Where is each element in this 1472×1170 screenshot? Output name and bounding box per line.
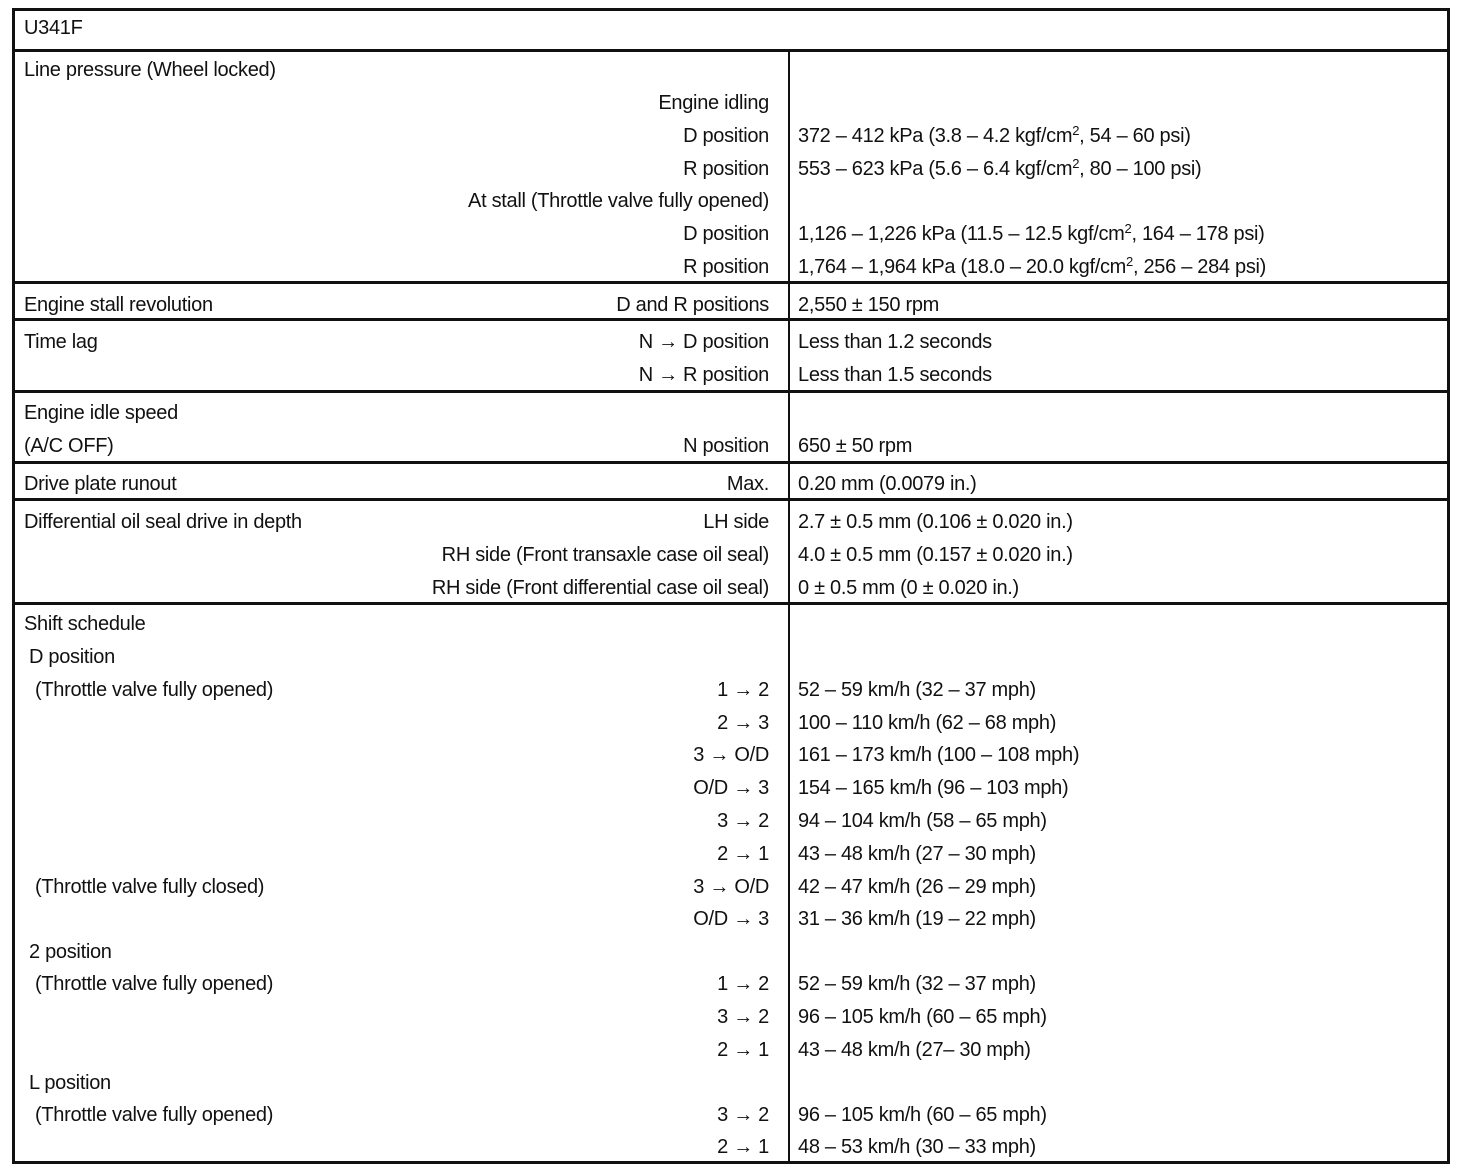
stall-d-value-tail: , 164 – 178 psi)	[1131, 223, 1265, 245]
idle-r-value-main: 553 – 623 kPa (5.6 – 6.4 kgf/cm	[798, 158, 1073, 180]
shift-2-open-row-2	[15, 1005, 1447, 1029]
table-title: U341F	[24, 17, 83, 39]
at-stall-row	[15, 189, 1447, 213]
shift-label: 3 → O/D	[693, 744, 769, 766]
section-divider	[15, 498, 1447, 501]
drive-plate-value: 0.20 mm (0.0079 in.)	[798, 473, 977, 495]
idle-speed-label: Engine idle speed	[24, 402, 178, 424]
shift-speed-value: 96 – 105 km/h (60 – 65 mph)	[798, 1006, 1047, 1028]
stall-revolution-value: 2,550 ± 150 rpm	[798, 294, 940, 316]
time-lag-n-r-row	[15, 363, 1447, 387]
oil-seal-lh-value: 2.7 ± 0.5 mm (0.106 ± 0.020 in.)	[798, 511, 1073, 533]
stall-d-position-value	[798, 222, 1265, 246]
shift-schedule-label: Shift schedule	[24, 613, 146, 635]
stall-r-position-label: R position	[683, 256, 769, 278]
stall-r-position-row	[15, 255, 1447, 279]
shift-d-open-row-2	[15, 711, 1447, 735]
section-divider	[15, 318, 1447, 321]
shift-label: 3 → 2	[717, 1104, 769, 1126]
idle-d-position-row	[15, 124, 1447, 148]
shift-label: 1 → 2	[717, 679, 769, 701]
shift-label: 1 → 2	[717, 973, 769, 995]
oil-seal-rh-differential-label: RH side (Front differential case oil seal)	[431, 577, 769, 599]
oil-seal-rh-transaxle-label: RH side (Front transaxle case oil seal)	[441, 544, 769, 566]
shift-speed-value: 94 – 104 km/h (58 – 65 mph)	[798, 810, 1047, 832]
shift-speed-value: 31 – 36 km/h (19 – 22 mph)	[798, 908, 1036, 930]
shift-2-position-label: 2 position	[29, 941, 112, 963]
shift-2-open-label: (Throttle valve fully opened)	[35, 973, 274, 995]
stall-r-value-tail: , 256 – 284 psi)	[1132, 256, 1267, 278]
shift-speed-value: 52 – 59 km/h (32 – 37 mph)	[798, 973, 1036, 995]
shift-2-open-row-3	[15, 1038, 1447, 1062]
idle-speed-value: 650 ± 50 rpm	[798, 435, 913, 457]
idle-d-value-tail: , 54 – 60 psi)	[1079, 125, 1191, 147]
shift-l-open-row-2	[15, 1135, 1447, 1159]
superscript: 2	[1072, 123, 1080, 138]
shift-speed-value: 43 – 48 km/h (27– 30 mph)	[798, 1039, 1031, 1061]
shift-speed-value: 161 – 173 km/h (100 – 108 mph)	[798, 744, 1080, 766]
oil-seal-rh-differential-value: 0 ± 0.5 mm (0 ± 0.020 in.)	[798, 577, 1019, 599]
drive-plate-label: Drive plate runout	[24, 473, 177, 495]
engine-idling-label: Engine idling	[658, 92, 769, 114]
shift-d-open-row-1	[15, 678, 1447, 702]
idle-r-position-row	[15, 157, 1447, 181]
shift-speed-value: 52 – 59 km/h (32 – 37 mph)	[798, 679, 1036, 701]
stall-revolution-row	[15, 293, 1447, 317]
shift-label: O/D → 3	[693, 777, 769, 799]
shift-d-open-label: (Throttle valve fully opened)	[35, 679, 274, 701]
shift-label: O/D → 3	[693, 908, 769, 930]
shift-speed-value: 100 – 110 km/h (62 – 68 mph)	[798, 712, 1057, 734]
shift-l-open-label: (Throttle valve fully opened)	[35, 1104, 274, 1126]
oil-seal-row	[15, 510, 1447, 534]
stall-d-position-label: D position	[683, 223, 769, 245]
oil-seal-lh-label: LH side	[703, 511, 769, 533]
idle-d-position-label: D position	[683, 125, 769, 147]
stall-revolution-condition: D and R positions	[616, 294, 769, 316]
stall-d-position-row	[15, 222, 1447, 246]
shift-d-open-row-5	[15, 809, 1447, 833]
shift-label: 3 → O/D	[693, 876, 769, 898]
stall-revolution-label: Engine stall revolution	[24, 294, 213, 316]
oil-seal-label: Differential oil seal drive in depth	[24, 511, 302, 533]
shift-d-open-row-3	[15, 743, 1447, 767]
shift-d-closed-row-2	[15, 907, 1447, 931]
line-pressure-label: Line pressure (Wheel locked)	[24, 59, 276, 81]
shift-label: 3 → 2	[717, 1006, 769, 1028]
idle-speed-condition: N position	[683, 435, 769, 457]
shift-2-position-row	[15, 940, 1447, 964]
shift-d-position-row	[15, 645, 1447, 669]
section-divider	[15, 602, 1447, 605]
spec-table	[12, 8, 1450, 1164]
idle-speed-ac-row	[15, 434, 1447, 458]
drive-plate-row	[15, 472, 1447, 496]
idle-d-position-value	[798, 124, 1191, 148]
oil-seal-rh-transaxle-value: 4.0 ± 0.5 mm (0.157 ± 0.020 in.)	[798, 544, 1073, 566]
line-pressure-row	[15, 58, 1447, 82]
idle-r-value-tail: , 80 – 100 psi)	[1079, 158, 1202, 180]
section-divider	[15, 390, 1447, 393]
table-title-row	[15, 11, 1447, 52]
engine-idling-row	[15, 91, 1447, 115]
oil-seal-rh-transaxle-row	[15, 543, 1447, 567]
time-lag-label: Time lag	[24, 331, 98, 353]
shift-d-open-row-6	[15, 842, 1447, 866]
shift-label: 2 → 3	[717, 712, 769, 734]
shift-speed-value: 154 – 165 km/h (96 – 103 mph)	[798, 777, 1069, 799]
drive-plate-condition: Max.	[726, 473, 769, 495]
stall-r-position-value	[798, 255, 1266, 279]
shift-label: 3 → 2	[717, 810, 769, 832]
shift-label: 2 → 1	[717, 1039, 769, 1061]
shift-l-position-label: L position	[29, 1072, 111, 1094]
stall-r-value-main: 1,764 – 1,964 kPa (18.0 – 20.0 kgf/cm	[798, 256, 1127, 278]
idle-d-value-main: 372 – 412 kPa (3.8 – 4.2 kgf/cm	[798, 125, 1073, 147]
time-lag-n-r-value: Less than 1.5 seconds	[798, 364, 992, 386]
shift-speed-value: 96 – 105 km/h (60 – 65 mph)	[798, 1104, 1047, 1126]
superscript: 2	[1072, 156, 1080, 171]
shift-speed-value: 43 – 48 km/h (27 – 30 mph)	[798, 843, 1036, 865]
oil-seal-rh-differential-row	[15, 576, 1447, 600]
idle-r-position-value	[798, 157, 1201, 181]
section-divider	[15, 461, 1447, 464]
shift-schedule-row	[15, 612, 1447, 636]
shift-d-open-row-4	[15, 776, 1447, 800]
shift-d-closed-label: (Throttle valve fully closed)	[35, 876, 265, 898]
shift-speed-value: 42 – 47 km/h (26 – 29 mph)	[798, 876, 1036, 898]
time-lag-n-d-label: N → D position	[638, 331, 769, 353]
superscript: 2	[1126, 254, 1133, 269]
shift-l-position-row	[15, 1071, 1447, 1095]
at-stall-label: At stall (Throttle valve fully opened)	[468, 190, 769, 212]
time-lag-n-d-value: Less than 1.2 seconds	[798, 331, 992, 353]
time-lag-n-r-label: N → R position	[638, 364, 769, 386]
shift-2-open-row-1	[15, 972, 1447, 996]
shift-label: 2 → 1	[717, 1136, 769, 1158]
shift-d-position-label: D position	[29, 646, 115, 668]
superscript: 2	[1124, 221, 1132, 236]
shift-d-closed-row-1	[15, 875, 1447, 899]
shift-l-open-row-1	[15, 1103, 1447, 1127]
idle-speed-sub-label: (A/C OFF)	[24, 435, 114, 457]
idle-r-position-label: R position	[683, 158, 769, 180]
shift-speed-value: 48 – 53 km/h (30 – 33 mph)	[798, 1136, 1036, 1158]
shift-label: 2 → 1	[717, 843, 769, 865]
idle-speed-row	[15, 401, 1447, 425]
section-divider	[15, 281, 1447, 284]
stall-d-value-main: 1,126 – 1,226 kPa (11.5 – 12.5 kgf/cm	[798, 223, 1125, 245]
time-lag-row	[15, 330, 1447, 354]
